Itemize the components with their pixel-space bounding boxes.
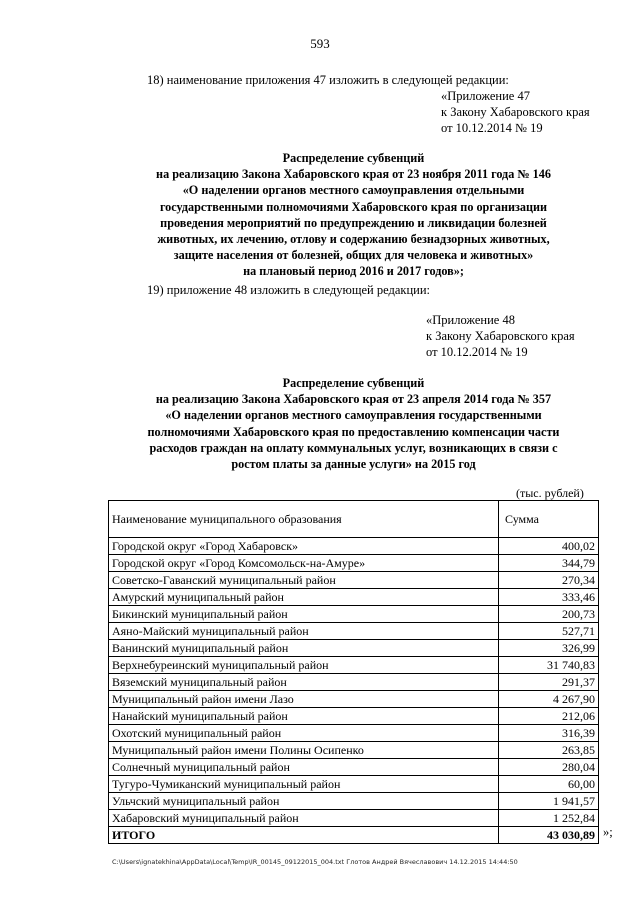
- table-header-row: [109, 501, 599, 538]
- table-row: [109, 640, 599, 657]
- table-row: [109, 555, 599, 572]
- municipality-name: Аяно-Майский муниципальный район: [109, 623, 499, 640]
- municipality-name: Нанайский муниципальный район: [109, 708, 499, 725]
- municipality-name: Охотский муниципальный район: [109, 725, 499, 742]
- table-row: [109, 657, 599, 674]
- municipality-sum: 326,99: [499, 640, 599, 657]
- table-row: [109, 759, 599, 776]
- appendix-48-reference: [426, 312, 575, 360]
- municipality-sum: 31 740,83: [499, 657, 599, 674]
- heading-line: проведения мероприятий по предупреждению и ликвидации болезней: [160, 215, 547, 230]
- municipality-name: Хабаровский муниципальный район: [109, 810, 499, 827]
- municipality-name: Советско-Гаванский муниципальный район: [109, 572, 499, 589]
- table-row: [109, 623, 599, 640]
- subventions-table: [108, 500, 599, 844]
- heading-line: Распределение субвенций: [282, 151, 425, 165]
- heading-line: «О наделении органов местного самоуправления государственными: [165, 408, 542, 423]
- municipality-sum: 291,37: [499, 674, 599, 691]
- footer-file-path: C:\Users\ignatekhina\AppData\Local\Temp\IR_00145_09122015_004.txt Глотов Андрей Вячеславович 14.12.2015 14:44:50: [112, 858, 518, 866]
- heading-line: государственными полномочиями Хабаровского края по организации: [159, 199, 548, 214]
- heading-line: расходов граждан на оплату коммунальных услуг, возникающих в связи с: [149, 440, 558, 455]
- municipality-name: Городской округ «Город Комсомольск-на-Амуре»: [109, 555, 499, 572]
- heading-appendix-47: [108, 150, 599, 280]
- table-row: [109, 589, 599, 606]
- municipality-sum: 333,46: [499, 589, 599, 606]
- municipality-name: Муниципальный район имени Полины Осипенко: [109, 742, 499, 759]
- municipality-name: Ванинский муниципальный район: [109, 640, 499, 657]
- municipality-name: Тугуро-Чумиканский муниципальный район: [109, 776, 499, 793]
- municipality-name: Солнечный муниципальный район: [109, 759, 499, 776]
- appendix-48-law: к Закону Хабаровского края: [426, 329, 575, 343]
- municipality-sum: 1 941,57: [499, 793, 599, 810]
- municipality-sum: 280,04: [499, 759, 599, 776]
- heading-line: на плановый период 2016 и 2017 годов»;: [243, 264, 464, 279]
- total-sum: 43 030,89: [499, 827, 599, 844]
- table-row: [109, 606, 599, 623]
- column-header-name: Наименование муниципального образования: [109, 501, 499, 538]
- table-row: [109, 810, 599, 827]
- table-row: [109, 674, 599, 691]
- municipality-name: Муниципальный район имени Лазо: [109, 691, 499, 708]
- total-label: ИТОГО: [109, 827, 499, 844]
- municipality-name: Бикинский муниципальный район: [109, 606, 499, 623]
- table-row: [109, 776, 599, 793]
- municipality-sum: 4 267,90: [499, 691, 599, 708]
- municipality-name: Вяземский муниципальный район: [109, 674, 499, 691]
- table-row: [109, 742, 599, 759]
- municipality-sum: 316,39: [499, 725, 599, 742]
- table-row: [109, 538, 599, 555]
- item-18-text: 18) наименование приложения 47 изложить в следующей редакции:: [147, 73, 509, 87]
- municipality-sum: 400,02: [499, 538, 599, 555]
- heading-line: защите населения от болезней, общих для человека и животных»: [173, 248, 534, 263]
- heading-line: на реализацию Закона Хабаровского края от 23 апреля 2014 года № 357: [155, 392, 552, 407]
- municipality-sum: 270,34: [499, 572, 599, 589]
- municipality-sum: 200,73: [499, 606, 599, 623]
- municipality-name: Городской округ «Город Хабаровск»: [109, 538, 499, 555]
- heading-appendix-48: [108, 375, 599, 472]
- municipality-name: Верхнебуреинский муниципальный район: [109, 657, 499, 674]
- municipality-sum: 527,71: [499, 623, 599, 640]
- heading-line: Распределение субвенций: [282, 376, 425, 390]
- municipality-sum: 60,00: [499, 776, 599, 793]
- appendix-48-title: «Приложение 48: [426, 313, 515, 327]
- municipality-name: Амурский муниципальный район: [109, 589, 499, 606]
- table-row: [109, 725, 599, 742]
- appendix-48-date: от 10.12.2014 № 19: [426, 345, 528, 359]
- heading-line: ростом платы за данные услуги» на 2015 год: [231, 457, 476, 472]
- heading-line: животных, их лечению, отлову и содержанию безнадзорных животных,: [157, 232, 550, 247]
- page-number: 593: [310, 36, 330, 51]
- heading-line: полномочиями Хабаровского края по предоставлению компенсации части: [147, 424, 560, 439]
- column-header-sum: Сумма: [499, 501, 599, 538]
- table-total-row: [109, 827, 599, 844]
- units-label: (тыс. рублей): [516, 486, 584, 500]
- table-row: [109, 572, 599, 589]
- municipality-sum: 344,79: [499, 555, 599, 572]
- appendix-47-title: «Приложение 47: [441, 89, 530, 103]
- heading-line: на реализацию Закона Хабаровского края от 23 ноября 2011 года № 146: [156, 167, 551, 182]
- municipality-name: Ульчский муниципальный район: [109, 793, 499, 810]
- municipality-sum: 1 252,84: [499, 810, 599, 827]
- table-row: [109, 708, 599, 725]
- appendix-47-date: от 10.12.2014 № 19: [441, 121, 543, 135]
- item-19-text: 19) приложение 48 изложить в следующей редакции:: [147, 283, 430, 297]
- municipality-sum: 212,06: [499, 708, 599, 725]
- closing-quote: »;: [603, 825, 613, 839]
- table-row: [109, 691, 599, 708]
- municipality-sum: 263,85: [499, 742, 599, 759]
- table-row: [109, 793, 599, 810]
- appendix-47-reference: [441, 88, 590, 136]
- heading-line: «О наделении органов местного самоуправления отдельными: [182, 183, 525, 198]
- appendix-47-law: к Закону Хабаровского края: [441, 105, 590, 119]
